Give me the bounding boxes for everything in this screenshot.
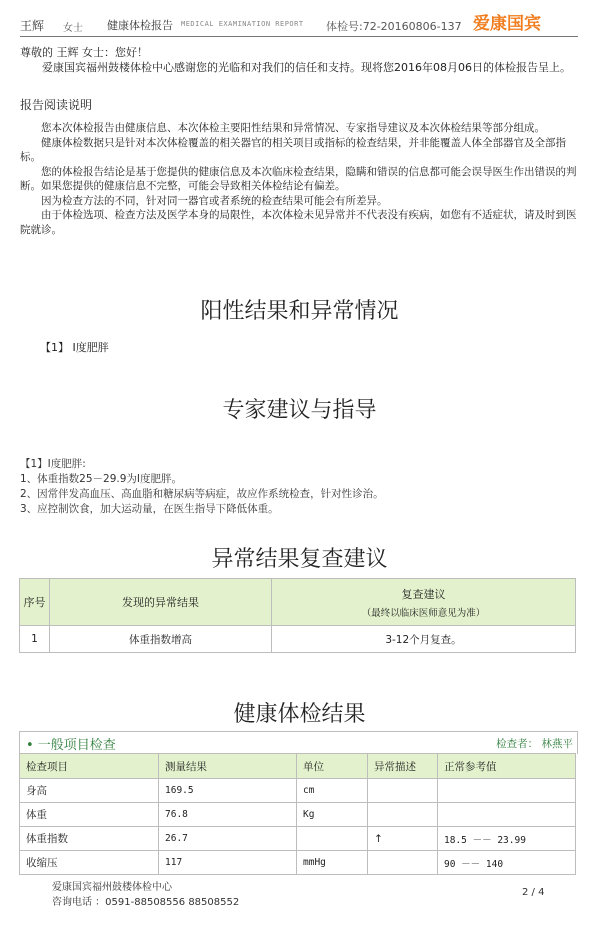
table-row (20, 626, 576, 653)
advice-header-main: 复查建议 (401, 587, 446, 601)
guide-paragraph: 您本次体检报告由健康信息、本次体检主要阳性结果和异常情况、专家指导建议及本次体检结果等部分组成。 (41, 122, 545, 134)
table-row (20, 803, 576, 827)
brand-logo: 爱康国宾 (473, 14, 541, 34)
cell-item: 身高 (20, 779, 159, 803)
col-header-reference: 正常参考值 (438, 754, 576, 779)
cell-abnormal (368, 803, 438, 827)
reading-guide-text (20, 121, 578, 237)
table-row (20, 851, 576, 875)
guide-paragraph: 由于体检选项、检查方法及医学本身的局限性，本次体检未见异常并不代表没有疾病，如您有不适症状，请及时到医院就诊。 (20, 209, 577, 236)
cell-unit: mmHg (297, 851, 368, 875)
row-finding: 体重指数增高 (50, 626, 272, 653)
cell-reference (438, 779, 576, 803)
cell-unit: cm (297, 779, 368, 803)
cell-item: 收缩压 (20, 851, 159, 875)
report-title-en: MEDICAL EXAMINATION REPORT (181, 20, 304, 28)
col-header-unit: 单位 (297, 754, 368, 779)
col-header-finding: 发现的异常结果 (50, 579, 272, 626)
cell-value: 26.7 (159, 827, 297, 851)
advice-header-note: （最终以临床医师意见为准） (361, 607, 486, 619)
cell-item: 体重 (20, 803, 159, 827)
general-exam-bar (19, 731, 578, 754)
page-header (0, 0, 599, 40)
row-advice: 3-12个月复查。 (272, 626, 576, 653)
recheck-table (19, 578, 576, 653)
cell-value: 169.5 (159, 779, 297, 803)
positive-result-item: 【1】 I度肥胖 (40, 341, 109, 354)
col-header-advice (272, 579, 576, 626)
cell-abnormal (368, 851, 438, 875)
cell-abnormal (368, 779, 438, 803)
guide-paragraph: 健康体检数据只是针对本次体检覆盖的相关器官的相关项目或指标的检查结果，并非能覆盖人体全部器官及全部指标。 (20, 136, 566, 163)
row-index: 1 (20, 626, 50, 653)
table-row (20, 827, 576, 851)
footer-phone: 咨询电话 ：0591-88508556 88508552 (52, 897, 240, 908)
cell-reference: 90 －－ 140 (438, 851, 576, 875)
advice-line: 【1】I度肥胖: (20, 458, 86, 470)
cell-reference: 18.5 －－ 23.99 (438, 827, 576, 851)
cell-item: 体重指数 (20, 827, 159, 851)
expert-advice-title: 专家建议与指导 (222, 398, 377, 423)
exam-number: 体检号:72-20160806-137 (326, 20, 462, 33)
advice-line: 2、因常伴发高血压、高血脂和糖尿病等病症，故应作系统检查，针对性诊治。 (20, 488, 384, 500)
cell-unit: Kg (297, 803, 368, 827)
header-divider (20, 36, 578, 37)
cell-value: 76.8 (159, 803, 297, 827)
recheck-title: 异常结果复查建议 (211, 547, 388, 572)
advice-line: 1、体重指数25－29.9为I度肥胖。 (20, 473, 183, 485)
positive-results-title: 阳性结果和异常情况 (200, 299, 399, 324)
patient-name: 王辉 (20, 19, 45, 33)
advice-line: 3、应控制饮食，加大运动量，在医生指导下降低体重。 (20, 503, 279, 515)
checker-name: 检查者： 林燕平 (496, 738, 573, 750)
guide-paragraph: 因为检查方法的不同，针对同一器官或者系统的检查结果可能会有所差异。 (41, 194, 388, 207)
general-exam-label: • 一般项目检查 (26, 738, 116, 753)
reading-guide-title: 报告阅读说明 (20, 98, 93, 112)
guide-paragraph: 您的体检报告结论是基于您提供的健康信息及本次临床检查结果，隐瞒和错误的信息都可能会误导医生作出错误的判断。如果您提供的健康信息不完整，可能会导致相关体检结论有偏差。 (20, 165, 577, 192)
results-title: 健康体检结果 (233, 702, 366, 727)
col-header-item: 检查项目 (20, 754, 159, 779)
col-header-abnormal: 异常描述 (368, 754, 438, 779)
expert-advice-text (20, 457, 578, 517)
table-row (20, 779, 576, 803)
patient-gender: 女士 (63, 23, 83, 34)
cell-abnormal: ↑ (368, 827, 438, 851)
cell-value: 117 (159, 851, 297, 875)
page-footer (52, 880, 239, 910)
cell-reference (438, 803, 576, 827)
page-number: 2 / 4 (522, 887, 545, 898)
footer-center-name: 爱康国宾福州鼓楼体检中心 (52, 882, 172, 893)
col-header-value: 测量结果 (159, 754, 297, 779)
greeting (20, 45, 578, 75)
cell-unit (297, 827, 368, 851)
col-header-index: 序号 (20, 579, 50, 626)
greeting-body: 爱康国宾福州鼓楼体检中心感谢您的光临和对我们的信任和支持。现将您2016年08月06日的体检报告呈上。 (42, 61, 571, 74)
report-title: 健康体检报告 (107, 19, 173, 32)
results-table (19, 753, 576, 875)
greeting-salutation: 尊敬的 王辉 女士：您好！ (20, 46, 148, 59)
